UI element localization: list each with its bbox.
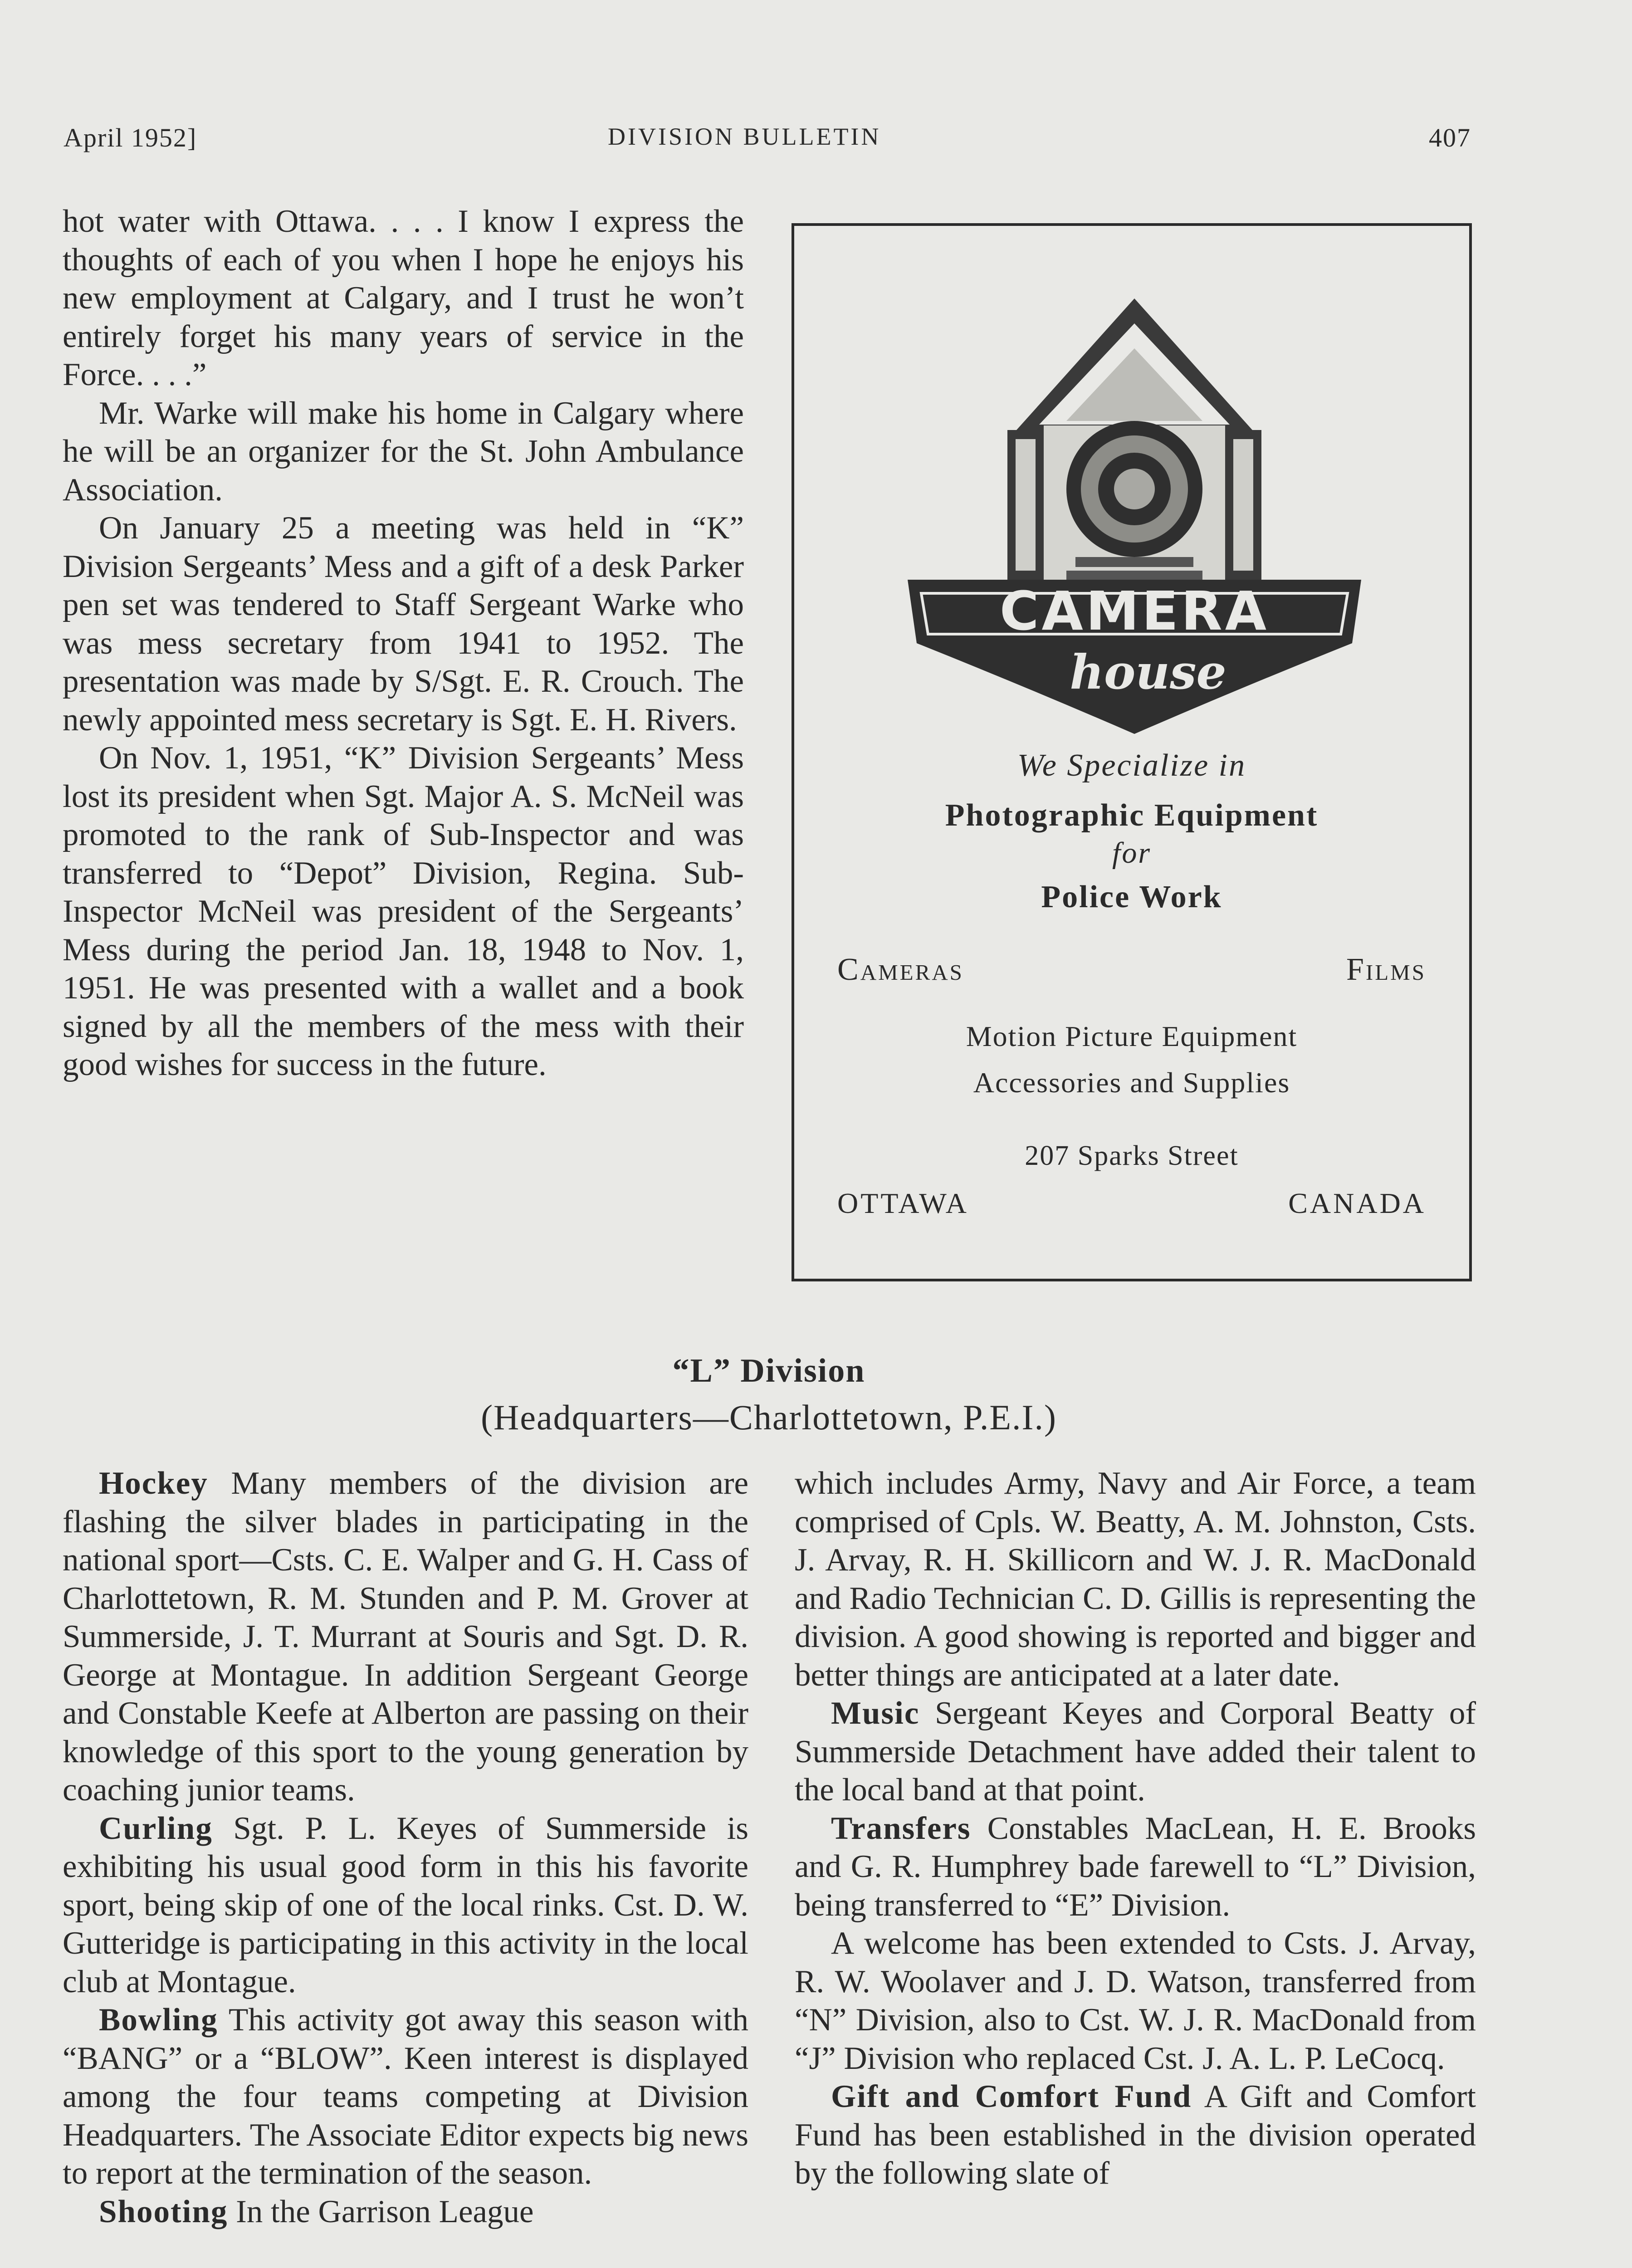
logo-word-camera: CAMERA [999, 580, 1270, 642]
header-title: DIVISION BULLETIN [608, 123, 881, 150]
lead-bowling: Bowling [99, 2002, 218, 2038]
camera-house-logo [894, 280, 1375, 743]
bottom-left-column [63, 1464, 748, 2231]
lead-gift-fund: Gift and Comfort Fund [831, 2079, 1192, 2114]
logo-ltd: LTD. [1226, 697, 1260, 715]
paragraph-bowling [63, 2001, 748, 2193]
ad-cameras: Cameras [837, 952, 964, 987]
paragraph-welcome: A welcome has been extended to Csts. J. Arvay, R. W. Woolaver and J. D. Watson, transferred from “N” Division, also to Cst. W. J. R. MacDonald from “J” Division who replaced Cst. J. A. L. P. LeCocq. [795, 1926, 1476, 2076]
paragraph-text: In the Garrison League [228, 2194, 534, 2229]
ad-for: for [1112, 836, 1152, 870]
page-number: 407 [1429, 123, 1471, 152]
paragraph-text: A Gift and Comfort Fund has been established in the division operated by the following slate of [795, 2079, 1476, 2191]
ad-police-work: Police Work [1041, 880, 1222, 914]
header-date: April 1952] [64, 123, 197, 152]
lead-music: Music [831, 1696, 920, 1731]
ad-specialize: We Specialize in [1017, 748, 1246, 783]
paragraph-text: Many members of the division are flashing the silver blades in participating in the national sport—Csts. C. E. Walper and G. H. Cass of Charlottetown, R. M. Stunden and P. M. Grover at Summerside, J. T. Murrant at Souris and Sgt. D. R. George at Montague. In addition Sergeant George and Constable Keefe at Alberton are passing on their knowledge of this sport to the young generation by coaching junior teams. [63, 1466, 748, 1808]
paragraph: Mr. Warke will make his home in Calgary where he will be an organizer for the St. John Ambulance Association. [63, 395, 744, 508]
ad-motion-picture: Motion Picture Equipment [966, 1020, 1298, 1052]
lead-curling: Curling [99, 1810, 213, 1846]
paragraph-gift-fund [795, 2077, 1476, 2193]
paragraph-shooting-continued: which includes Army, Navy and Air Force, a team comprised of Cpls. W. Beatty, A. M. Johnston, Csts. J. Arvay, R. H. Skillicorn and W. J. R. MacDonald and Radio Technician C. D. Gillis is representing the division. A good showing is reported and bigger and better things are anticipated at a later date. [795, 1466, 1476, 1693]
paragraph-text: Sgt. P. L. Keyes of Summerside is exhibiting his usual good form in this his favorite sport, being skip of one of the local rinks. Cst. D. W. Gutteridge is participating in this activity in the local club at Montague. [63, 1810, 748, 1999]
lead-hockey: Hockey [99, 1466, 208, 1501]
bottom-right-column [795, 1464, 1476, 2193]
ad-films: Films [1346, 952, 1426, 987]
camera-house-advertisement [792, 223, 1472, 1281]
ad-accessories: Accessories and Supplies [973, 1066, 1290, 1099]
paragraph-text: Constables MacLean, H. E. Brooks and G. R. Humphrey bade farewell to “L” Division, being transferred to “E” Division. [795, 1810, 1476, 1923]
paragraph-curling [63, 1809, 748, 2001]
ad-photographic: Photographic Equipment [945, 798, 1319, 833]
paragraph-text: This activity got away this season with “BANG” or a “BLOW”. Keen interest is displayed among the four teams competing at Division Headquarters. The Associate Editor expects big news to report at the termination of the season. [63, 2002, 748, 2191]
paragraph-text: Sergeant Keyes and Corporal Beatty of Summerside Detachment have added their talent to the local band at that point. [795, 1696, 1476, 1808]
section-subtitle: (Headquarters—Charlottetown, P.E.I.) [481, 1398, 1057, 1437]
top-left-column [63, 202, 744, 1084]
paragraph-transfers [795, 1809, 1476, 1925]
paragraph-music [795, 1694, 1476, 1809]
ad-address: 207 Sparks Street [1025, 1140, 1239, 1171]
paragraph: On Nov. 1, 1951, “K” Division Sergeants’ Mess lost its president when Sgt. Major A. S. McNeil was promoted to the rank of Sub-Inspector and was transferred to “Depot” Division, Regina. Sub-Inspector McNeil was president of the Sergeants’ Mess during the period Jan. 18, 1948 to Nov. 1, 1951. He was presented with a wallet and a book signed by all the members of the mess with their good wishes for success in the future. [63, 740, 744, 1082]
logo-word-house: house [1070, 644, 1226, 700]
lead-transfers: Transfers [831, 1810, 971, 1846]
paragraph: hot water with Ottawa. . . . I know I express the thoughts of each of you when I hope he enjoys his new employment at Calgary, and I trust he won’t entirely forget his many years of service in the Force. . . .” [63, 204, 744, 392]
paragraph-hockey [63, 1464, 748, 1809]
lead-shooting: Shooting [99, 2194, 228, 2229]
ad-country: CANADA [1288, 1187, 1426, 1219]
section-title: “L” Division [672, 1352, 865, 1389]
paragraph-shooting [63, 2193, 748, 2231]
ad-city: OTTAWA [837, 1187, 969, 1219]
paragraph: On January 25 a meeting was held in “K” Division Sergeants’ Mess and a gift of a desk Parker pen set was tendered to Staff Sergeant Warke who was mess secretary from 1941 to 1952. The presentation was made by S/Sgt. E. R. Crouch. The newly appointed mess secretary is Sgt. E. H. Rivers. [63, 510, 744, 738]
